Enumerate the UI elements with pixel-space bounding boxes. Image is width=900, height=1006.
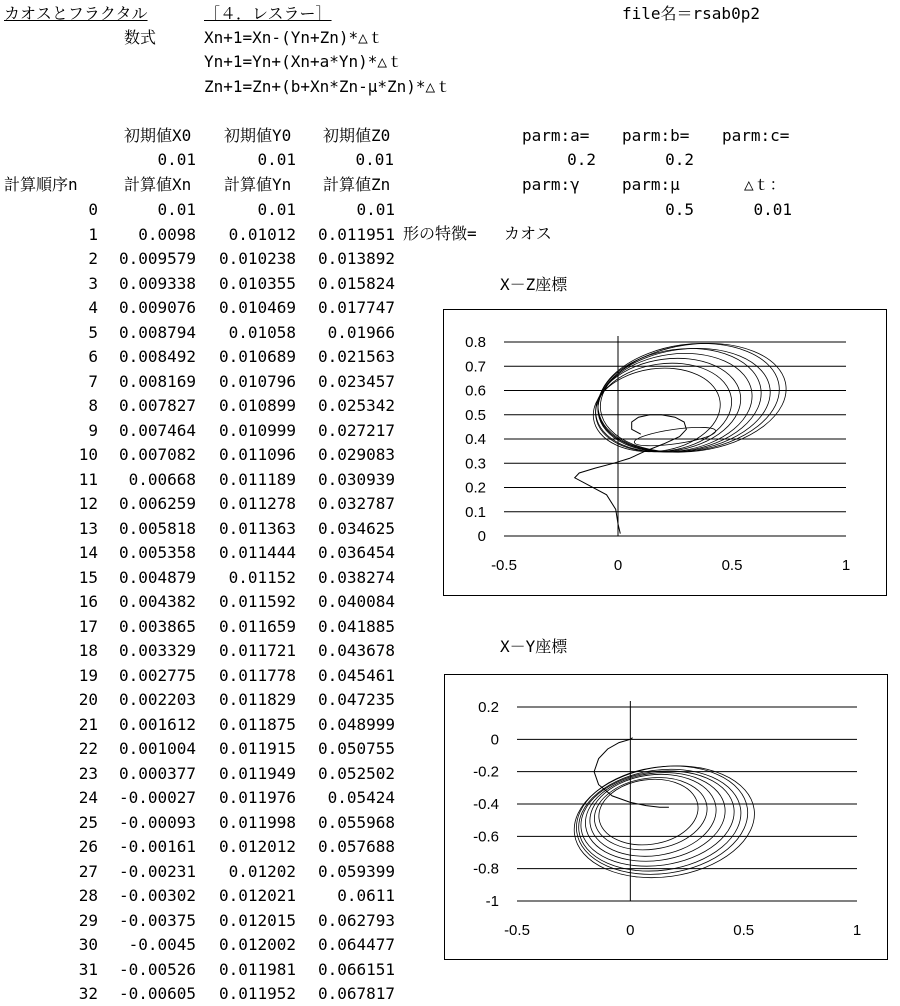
table-row	[0, 198, 400, 222]
cell-yn: 0.011096	[218, 445, 296, 464]
y-tick-label: 0.4	[465, 431, 486, 448]
cell-zn: 0.013892	[317, 249, 395, 268]
y-tick-label: 0.7	[465, 358, 486, 376]
cell-yn: 0.01202	[228, 861, 296, 881]
cell-yn: 0.012002	[218, 935, 296, 954]
table-row	[0, 345, 400, 369]
table-row	[0, 419, 400, 443]
cell-n: 14	[78, 543, 98, 562]
cell-yn: 0.011721	[218, 641, 296, 660]
x-tick-label: 0.5	[721, 557, 743, 574]
cell-zn: 0.047235	[317, 690, 395, 709]
param-mu-value: 0.5	[665, 200, 694, 219]
cell-n: 23	[78, 763, 98, 783]
cell-xn: 0.009579	[118, 249, 196, 268]
table-row	[0, 492, 400, 516]
table-row	[0, 860, 400, 884]
cell-n: 3	[88, 273, 98, 293]
cell-xn: 0.005358	[118, 543, 196, 562]
table-row	[0, 443, 400, 467]
trajectory-loop	[593, 332, 793, 464]
cell-xn: 0.006259	[118, 494, 196, 513]
table-row	[0, 835, 400, 859]
y-tick-label: -1	[485, 893, 499, 910]
cell-n: 22	[78, 739, 98, 758]
table-row	[0, 982, 400, 1006]
cell-yn: 0.01152	[228, 567, 296, 587]
cell-zn: 0.029083	[317, 445, 395, 464]
cell-xn: 0.007464	[118, 420, 196, 440]
cell-yn: 0.01012	[228, 224, 296, 244]
cell-n: 9	[88, 420, 98, 440]
y-tick-label: -0.4	[473, 796, 499, 813]
cell-yn: 0.011915	[218, 739, 296, 758]
cell-xn: -0.00605	[118, 984, 196, 1003]
chart-xy-svg	[445, 675, 887, 959]
cell-yn: 0.011981	[218, 959, 296, 979]
cell-zn: 0.034625	[317, 518, 395, 538]
section-title: ［４．レスラー］	[204, 4, 332, 23]
cell-yn: 0.011976	[218, 788, 296, 807]
cell-zn: 0.025342	[317, 396, 395, 415]
table-row	[0, 272, 400, 296]
header-xn: 計算値Xn	[124, 175, 192, 194]
cell-zn: 0.057688	[317, 837, 395, 856]
cell-xn: -0.00375	[118, 910, 196, 930]
cell-zn: 0.030939	[317, 469, 395, 489]
cell-xn: 0.0098	[138, 224, 196, 244]
cell-n: 15	[78, 567, 98, 587]
y-tick-label: 0.1	[465, 503, 486, 521]
cell-yn: 0.010469	[218, 298, 296, 317]
cell-zn: 0.052502	[317, 763, 395, 783]
initial-z-label: 初期値Z0	[323, 126, 391, 145]
cell-xn: 0.007082	[118, 445, 196, 464]
formula-z: Zn+1=Zn+(b+Xn*Zn-μ*Zn)*△ｔ	[204, 77, 452, 96]
cell-xn: 0.009076	[118, 298, 196, 317]
table-row	[0, 664, 400, 688]
cell-n: 25	[78, 812, 98, 832]
cell-yn: 0.011363	[218, 518, 296, 538]
cell-n: 17	[78, 616, 98, 636]
cell-xn: -0.00161	[118, 837, 196, 856]
table-row	[0, 223, 400, 247]
cell-zn: 0.067817	[317, 984, 395, 1003]
cell-zn: 0.011951	[317, 224, 395, 244]
cell-yn: 0.011778	[218, 665, 296, 685]
y-tick-label: 0.2	[465, 479, 486, 497]
cell-zn: 0.01	[356, 200, 395, 219]
initial-z-value: 0.01	[355, 150, 394, 169]
cell-n: 5	[88, 322, 98, 342]
cell-zn: 0.045461	[317, 665, 395, 685]
cell-yn: 0.012021	[218, 886, 296, 905]
cell-xn: 0.008169	[118, 371, 196, 391]
feature-value: カオス	[504, 224, 552, 243]
cell-xn: -0.00526	[118, 959, 196, 979]
table-row	[0, 737, 400, 761]
x-tick-label: -0.5	[504, 922, 530, 939]
cell-xn: 0.003329	[118, 641, 196, 660]
trajectory-line	[575, 415, 687, 534]
cell-zn: 0.048999	[317, 714, 395, 734]
cell-n: 31	[78, 959, 98, 979]
cell-zn: 0.027217	[317, 420, 395, 440]
cell-zn: 0.041885	[317, 616, 395, 636]
param-b-label: parm:b=	[622, 126, 690, 145]
table-row	[0, 933, 400, 957]
cell-zn: 0.0611	[337, 886, 395, 905]
table-row	[0, 639, 400, 663]
doc-title: カオスとフラクタル	[4, 4, 148, 23]
chart-xy-title: X－Y座標	[500, 637, 568, 656]
header-yn: 計算値Yn	[224, 175, 292, 194]
param-gamma-label: parm:γ	[522, 175, 580, 194]
cell-zn: 0.055968	[317, 812, 395, 832]
cell-yn: 0.011875	[218, 714, 296, 734]
cell-yn: 0.011189	[218, 469, 296, 489]
header-zn: 計算値Zn	[323, 175, 391, 194]
x-tick-label: 1	[852, 922, 862, 939]
cell-n: 26	[78, 837, 98, 856]
cell-n: 27	[78, 861, 98, 881]
table-row	[0, 247, 400, 271]
cell-xn: -0.0045	[128, 935, 196, 954]
cell-n: 24	[78, 788, 98, 807]
cell-zn: 0.036454	[317, 543, 395, 562]
table-row	[0, 468, 400, 492]
cell-xn: 0.004879	[118, 567, 196, 587]
cell-n: 16	[78, 592, 98, 611]
cell-n: 10	[78, 445, 98, 464]
cell-xn: -0.00093	[118, 812, 196, 832]
cell-xn: 0.01	[157, 200, 196, 219]
cell-zn: 0.043678	[317, 641, 395, 660]
cell-n: 4	[88, 298, 98, 317]
cell-yn: 0.011998	[218, 812, 296, 832]
header-n: 計算順序n	[4, 175, 78, 194]
trajectory-loop	[588, 360, 726, 459]
y-tick-label: -0.2	[473, 763, 499, 781]
cell-yn: 0.01	[257, 200, 296, 219]
param-dt-label: △ｔ：	[744, 175, 786, 194]
param-mu-label: parm:μ	[622, 175, 680, 194]
cell-xn: 0.001004	[118, 739, 196, 758]
formula-label: 数式	[124, 28, 157, 47]
cell-xn: 0.00668	[128, 469, 196, 489]
cell-n: 6	[88, 347, 98, 366]
table-row	[0, 688, 400, 712]
param-c-label: parm:c=	[722, 126, 790, 145]
table-row	[0, 370, 400, 394]
cell-yn: 0.010899	[218, 396, 296, 415]
cell-yn: 0.011952	[218, 984, 296, 1003]
y-tick-label: 0.3	[465, 455, 486, 473]
y-tick-label: -0.8	[473, 860, 499, 878]
table-row	[0, 762, 400, 786]
cell-xn: 0.004382	[118, 592, 196, 611]
param-a-label: parm:a=	[522, 126, 590, 145]
cell-yn: 0.010999	[218, 420, 296, 440]
cell-yn: 0.011444	[218, 543, 296, 562]
table-row	[0, 811, 400, 835]
y-tick-label: 0.2	[478, 699, 499, 716]
x-tick-label: -0.5	[491, 557, 517, 574]
cell-n: 28	[78, 886, 98, 905]
table-row	[0, 909, 400, 933]
cell-n: 8	[88, 396, 98, 415]
cell-zn: 0.059399	[317, 861, 395, 881]
cell-xn: -0.00302	[118, 886, 196, 905]
chart-xz	[443, 309, 887, 596]
y-tick-label: 0.6	[465, 382, 486, 400]
table-row	[0, 590, 400, 614]
cell-xn: 0.001612	[118, 714, 196, 734]
cell-zn: 0.01966	[327, 322, 395, 342]
table-row	[0, 713, 400, 737]
table-row	[0, 321, 400, 345]
cell-n: 30	[78, 935, 98, 954]
cell-zn: 0.066151	[317, 959, 395, 979]
chart-xz-title: X－Z座標	[500, 275, 568, 294]
formula-x: Xn+1=Xn-(Yn+Zn)*△ｔ	[204, 28, 384, 47]
cell-n: 12	[78, 494, 98, 513]
cell-n: 11	[78, 469, 98, 489]
cell-yn: 0.011278	[218, 494, 296, 513]
cell-yn: 0.011829	[218, 690, 296, 709]
x-tick-label: 0	[626, 922, 635, 939]
cell-n: 2	[88, 249, 98, 268]
cell-xn: 0.005818	[118, 518, 196, 538]
cell-xn: 0.002775	[118, 665, 196, 685]
cell-xn: -0.00027	[118, 788, 196, 807]
cell-yn: 0.011659	[218, 616, 296, 636]
cell-zn: 0.015824	[317, 273, 395, 293]
initial-y-label: 初期値Y0	[224, 126, 292, 145]
cell-yn: 0.011949	[218, 763, 296, 783]
table-row	[0, 517, 400, 541]
cell-xn: 0.002203	[118, 690, 196, 709]
cell-xn: 0.007827	[118, 396, 196, 415]
cell-zn: 0.062793	[317, 910, 395, 930]
cell-n: 13	[78, 518, 98, 538]
table-row	[0, 296, 400, 320]
cell-n: 19	[78, 665, 98, 685]
param-b-value: 0.2	[665, 150, 694, 169]
y-tick-label: 0.8	[465, 334, 486, 351]
param-dt-value: 0.01	[753, 200, 792, 219]
cell-zn: 0.017747	[317, 298, 395, 317]
x-tick-label: 1	[841, 557, 851, 574]
cell-zn: 0.023457	[317, 371, 395, 391]
table-row	[0, 394, 400, 418]
table-row	[0, 541, 400, 565]
cell-n: 21	[78, 714, 98, 734]
cell-n: 0	[88, 200, 98, 219]
cell-zn: 0.021563	[317, 347, 395, 366]
table-row	[0, 615, 400, 639]
cell-n: 20	[78, 690, 98, 709]
cell-n: 32	[78, 984, 98, 1003]
cell-yn: 0.010355	[218, 273, 296, 293]
cell-yn: 0.01058	[228, 322, 296, 342]
y-tick-label: 0.5	[465, 406, 486, 424]
feature-label: 形の特徴=	[403, 224, 477, 243]
y-tick-label: 0	[477, 528, 486, 545]
cell-yn: 0.012015	[218, 910, 296, 930]
cell-xn: 0.003865	[118, 616, 196, 636]
cell-yn: 0.010238	[218, 249, 296, 268]
cell-zn: 0.05424	[327, 788, 395, 807]
cell-xn: 0.008492	[118, 347, 196, 366]
cell-zn: 0.040084	[317, 592, 395, 611]
cell-yn: 0.010796	[218, 371, 296, 391]
x-tick-label: 0.5	[733, 922, 755, 939]
chart-xz-svg	[444, 310, 886, 595]
cell-xn: -0.00231	[118, 861, 196, 881]
cell-n: 29	[78, 910, 98, 930]
cell-xn: 0.009338	[118, 273, 196, 293]
initial-x-value: 0.01	[157, 150, 196, 169]
cell-n: 18	[78, 641, 98, 660]
cell-yn: 0.010689	[218, 347, 296, 366]
cell-xn: 0.008794	[118, 322, 196, 342]
table-row	[0, 566, 400, 590]
table-row	[0, 786, 400, 810]
cell-zn: 0.032787	[317, 494, 395, 513]
x-tick-label: 0	[613, 557, 623, 574]
cell-n: 1	[88, 224, 98, 244]
initial-x-label: 初期値X0	[124, 126, 192, 145]
cell-zn: 0.038274	[317, 567, 395, 587]
y-tick-label: -0.6	[473, 828, 499, 846]
table-row	[0, 884, 400, 908]
cell-zn: 0.064477	[317, 935, 395, 954]
chart-xy	[444, 674, 888, 960]
table-row	[0, 958, 400, 982]
cell-zn: 0.050755	[317, 739, 395, 758]
cell-n: 7	[88, 371, 98, 391]
cell-yn: 0.011592	[218, 592, 296, 611]
file-name: file名＝rsab0p2	[622, 4, 760, 23]
formula-y: Yn+1=Yn+(Xn+a*Yn)*△ｔ	[204, 52, 404, 71]
trajectory-loop	[580, 764, 731, 870]
cell-yn: 0.012012	[218, 837, 296, 856]
param-a-value: 0.2	[567, 150, 596, 169]
initial-y-value: 0.01	[257, 150, 296, 169]
y-tick-label: 0	[490, 731, 499, 749]
cell-xn: 0.000377	[118, 763, 196, 783]
